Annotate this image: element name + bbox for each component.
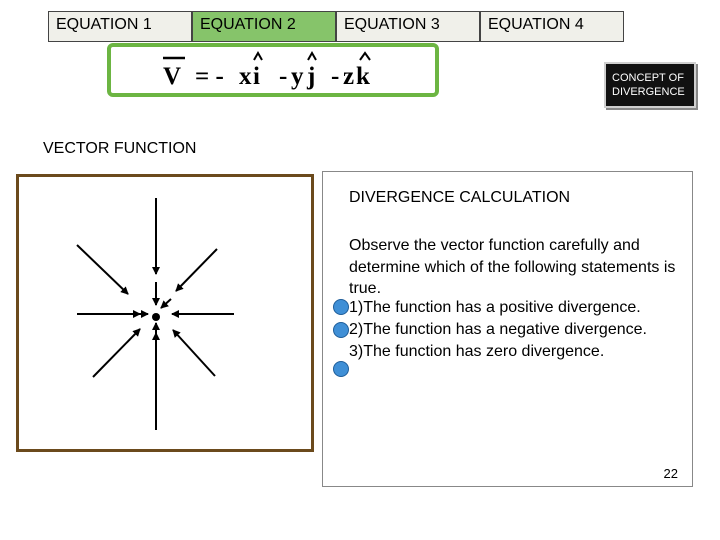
concept-button-line-2: DIVERGENCE: [612, 86, 685, 98]
center-point-icon: [152, 313, 160, 321]
option-1-text: 1)The function has a positive divergence.: [349, 299, 641, 316]
option-1-radio[interactable]: [333, 299, 349, 315]
inward-arrow-icon: [173, 330, 215, 376]
equation-box: [107, 43, 439, 97]
inward-arrow-icon: [176, 249, 217, 291]
equation-formula: [111, 47, 435, 93]
calculation-title: DIVERGENCE CALCULATION: [349, 189, 571, 206]
page-number: 22: [663, 466, 678, 481]
tab-equation-4[interactable]: EQUATION 4: [480, 11, 624, 42]
equation-sign-2: -: [279, 63, 288, 90]
concept-button-line-1: CONCEPT OF: [612, 72, 684, 84]
equation-sign-3: -: [331, 63, 340, 90]
equation-coef-x: x: [239, 63, 252, 90]
divergence-calculation-panel: [322, 171, 693, 487]
tab-equation-2[interactable]: EQUATION 2: [192, 11, 336, 42]
option-3-text: 3)The function has zero divergence.: [349, 343, 605, 360]
hat-i-icon: [254, 53, 262, 60]
vector-field-diagram: [16, 174, 314, 452]
concept-of-divergence-button[interactable]: [604, 62, 696, 108]
equation-unit-j: j: [307, 63, 316, 90]
equation-unit-k: k: [356, 63, 370, 90]
equation-coef-y: y: [291, 63, 304, 90]
option-3-radio[interactable]: [333, 361, 349, 377]
hat-k-icon: [360, 53, 370, 60]
equation-unit-i: i: [253, 63, 260, 90]
vector-field-svg: [19, 177, 311, 449]
vector-function-label: VECTOR FUNCTION: [43, 140, 197, 157]
equation-coef-z: z: [343, 63, 355, 90]
inward-arrow-icon: [161, 299, 171, 308]
tab-equation-3[interactable]: EQUATION 3: [336, 11, 480, 42]
equation-sign-1: = -: [195, 63, 224, 90]
inward-arrow-icon: [93, 329, 140, 377]
calculation-prompt: Observe the vector function carefully and determine which of the following statements is true.: [349, 237, 676, 297]
option-2-radio[interactable]: [333, 322, 349, 338]
option-2-text: 2)The function has a negative divergence.: [349, 321, 647, 338]
inward-arrow-icon: [77, 245, 128, 294]
tab-equation-1[interactable]: EQUATION 1: [48, 11, 192, 42]
hat-j-icon: [308, 53, 316, 60]
equation-lhs: V: [163, 63, 182, 90]
